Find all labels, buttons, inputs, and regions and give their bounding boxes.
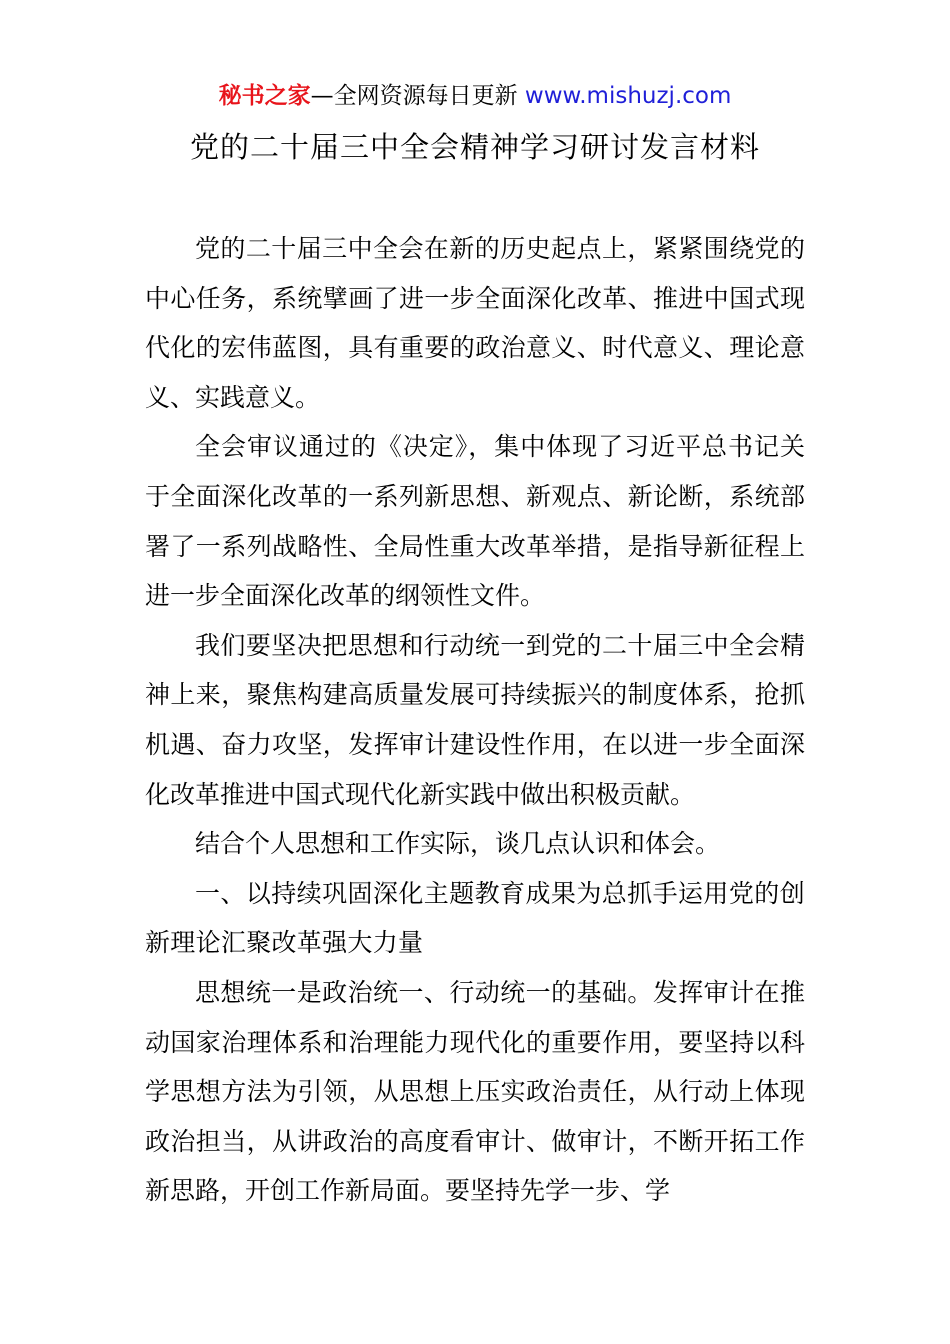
paragraph-section-1: 思想统一是政治统一、行动统一的基础。发挥审计在推动国家治理体系和治理能力现代化的重要作用，要坚持以科学思想方法为引领，从思想上压实政治责任，从行动上体现政治担当，从讲政治的高度看审计、做审计，不断开拓工作新思路，开创工作新局面。要坚持先学一步、学 [145,977,805,1206]
paragraph-intro: 党的二十届三中全会在新的历史起点上，紧紧围绕党的中心任务，系统擘画了进一步全面深化改革、推进中国式现代化的宏伟蓝图，具有重要的政治意义、时代意义、理论意义、实践意义。 [145,234,805,412]
document-body [145,224,805,1216]
paragraph-transition: 结合个人思想和工作实际，谈几点认识和体会。 [195,829,721,859]
paragraph-commitment: 我们要坚决把思想和行动统一到党的二十届三中全会精神上来，聚焦构建高质量发展可持续振兴的制度体系，抢抓机遇、奋力攻坚，发挥审计建设性作用，在以进一步全面深化改革推进中国式现代化新实践中做出积极贡献。 [145,630,805,809]
section-heading-1: 一、以持续巩固深化主题教育成果为总抓手运用党的创新理论汇聚改革强大力量 [145,878,805,958]
document-title: 党的二十届三中全会精神学习研讨发言材料 [189,130,760,164]
site-header [0,80,950,112]
site-tagline: —全网资源每日更新 [310,83,525,109]
paragraph-decision: 全会审议通过的《决定》，集中体现了习近平总书记关于全面深化改革的一系列新思想、新观点、新论断，系统部署了一系列战略性、全局性重大改革举措，是指导新征程上进一步全面深化改革的纲领性文件。 [145,432,805,611]
site-name: 秘书之家 [218,83,311,109]
site-url-link[interactable]: www.mishuzj.com [524,83,732,109]
